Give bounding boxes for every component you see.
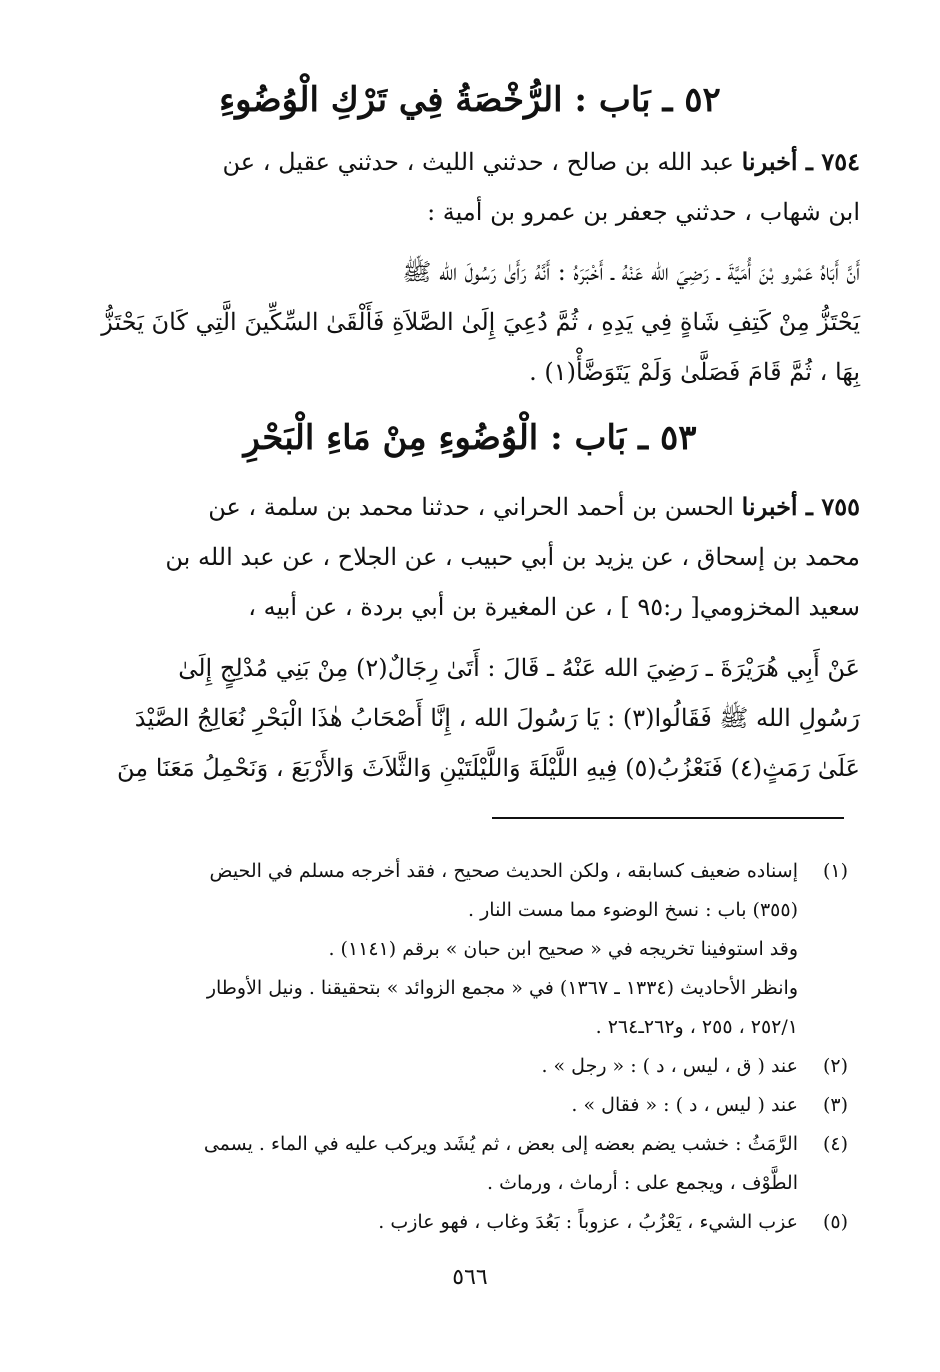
footnote-number: (٤) bbox=[822, 1133, 848, 1155]
footnote-number: (٢) bbox=[822, 1055, 848, 1077]
matn-line: بِهَا ، ثُمَّ قَامَ فَصَلَّىٰ وَلَمْ يَتَوَضَّأْ(١) . bbox=[529, 358, 860, 386]
isnad-line: سعيد المخزومي[ ر:٩٥ ] ، عن المغيرة بن أبي بردة ، عن أبيه ، bbox=[248, 593, 860, 621]
footnote-number: (١) bbox=[822, 860, 848, 882]
hadith-755-matn bbox=[80, 643, 860, 793]
isnad-line: ٧٥٥ ـ أخبرنا الحسن بن أحمد الحراني ، حدثنا محمد بن سلمة ، عن bbox=[208, 492, 860, 521]
footnote-number: (٥) bbox=[822, 1211, 848, 1233]
footnote-1 bbox=[80, 852, 848, 1047]
footnote-text: الرَّمَثُ : خشب يضم بعضه إلى بعض ، ثم يُشَد ويركب عليه في الماء . يسمى bbox=[203, 1133, 798, 1155]
matn-line: أَنَّ أَبَاهُ عَمْرو بْنَ أُمَيَّةَ ـ رَضِيَ الله عَنْهُ ـ أَخْبَرَهُ : أَنَّهُ رَأَىٰ رَسُولَ الله ﷺ bbox=[402, 258, 860, 286]
chapter-heading-52: ٥٢ ـ بَاب : الرُّخْصَةُ فِي تَرْكِ الْوُضُوءِ bbox=[219, 80, 721, 120]
chapter-heading-53: ٥٣ ـ بَاب : الْوُضُوءِ مِنْ مَاءِ الْبَحْرِ bbox=[243, 418, 697, 458]
footnote-text: عند ( ليس ، د ) : « فقال » . bbox=[571, 1094, 798, 1116]
hadith-number: ٧٥٤ ـ أخبرنا bbox=[741, 147, 860, 176]
footnote-2 bbox=[80, 1047, 848, 1086]
footnote-text: الطَّوْف ، ويجمع على : أرماث ، ورماث . bbox=[487, 1172, 798, 1194]
hadith-754-isnad bbox=[80, 137, 860, 237]
footnotes bbox=[80, 852, 848, 1242]
hadith-755-isnad bbox=[80, 482, 860, 632]
matn-line: عَنْ أَبِي هُرَيْرَةَ ـ رَضِيَ الله عَنْهُ ـ قَالَ : أَتَىٰ رِجَالٌ(٢) مِنْ بَنِي مُدْلِجٍ إِلَىٰ bbox=[178, 654, 860, 682]
hadith-754-matn bbox=[80, 247, 860, 397]
footnote-text: عزب الشيء ، يَعْزُبُ ، عزوباً : بَعُدَ وغاب ، فهو عازب . bbox=[378, 1211, 798, 1233]
footnote-text: إسناده ضعيف كسابقه ، ولكن الحديث صحيح ، فقد أخرجه مسلم في الحيض bbox=[209, 860, 798, 882]
matn-line: عَلَىٰ رَمَثٍ(٤) فَنَعْزُبُ(٥) فِيهِ اللَّيْلَةَ وَاللَّيْلَتَيْنِ وَالثَّلاَثَ وَالأَرْبَعَ ، وَنَحْمِلُ مَعَنَا مِنَ bbox=[117, 754, 860, 782]
footnote-3 bbox=[80, 1086, 848, 1125]
matn-line: يَحْتَزُّ مِنْ كَتِفِ شَاةٍ فِي يَدِهِ ، ثُمَّ دُعِيَ إِلَىٰ الصَّلاَةِ فَأَلْقَىٰ السِّكِّينَ الَّتِي كَانَ يَحْتَزُّ bbox=[101, 308, 860, 336]
hadith-number: ٧٥٥ ـ أخبرنا bbox=[741, 492, 860, 521]
footnote-text: (٣٥٥) باب : نسخ الوضوء مما مست النار . bbox=[468, 899, 798, 921]
footnote-text: ٢٥٢/١ ، ٢٥٥ ، و٢٦٢ـ٢٦٤ . bbox=[595, 1016, 798, 1038]
isnad-line: ابن شهاب ، حدثني جعفر بن عمرو بن أمية : bbox=[427, 198, 860, 226]
footnote-separator bbox=[492, 817, 844, 819]
footnote-4 bbox=[80, 1125, 848, 1203]
footnote-text: وقد استوفينا تخريجه في « صحيح ابن حبان » برقم (١١٤١) . bbox=[328, 938, 798, 960]
footnote-5 bbox=[80, 1203, 848, 1242]
footnote-number: (٣) bbox=[822, 1094, 848, 1116]
isnad-line: محمد بن إسحاق ، عن يزيد بن أبي حبيب ، عن الجلاح ، عن عبد الله بن bbox=[165, 543, 860, 571]
footnote-text: عند ( ق ، ليس ، د ) : « رجل » . bbox=[541, 1055, 798, 1077]
isnad-line: ٧٥٤ ـ أخبرنا عبد الله بن صالح ، حدثني الليث ، حدثني عقيل ، عن bbox=[222, 147, 860, 176]
footnote-text: وانظر الأحاديث (١٣٣٤ ـ ١٣٦٧) في « مجمع الزوائد » بتحقيقنا . ونيل الأوطار bbox=[206, 977, 798, 999]
matn-line: رَسُولِ الله ﷺ فَقَالُوا(٣) : يَا رَسُولَ الله ، إِنَّا أَصْحَابُ هٰذَا الْبَحْرِ نُعَالِجُ الصَّيْدَ bbox=[134, 704, 860, 732]
page-number: ٥٦٦ bbox=[452, 1265, 488, 1290]
